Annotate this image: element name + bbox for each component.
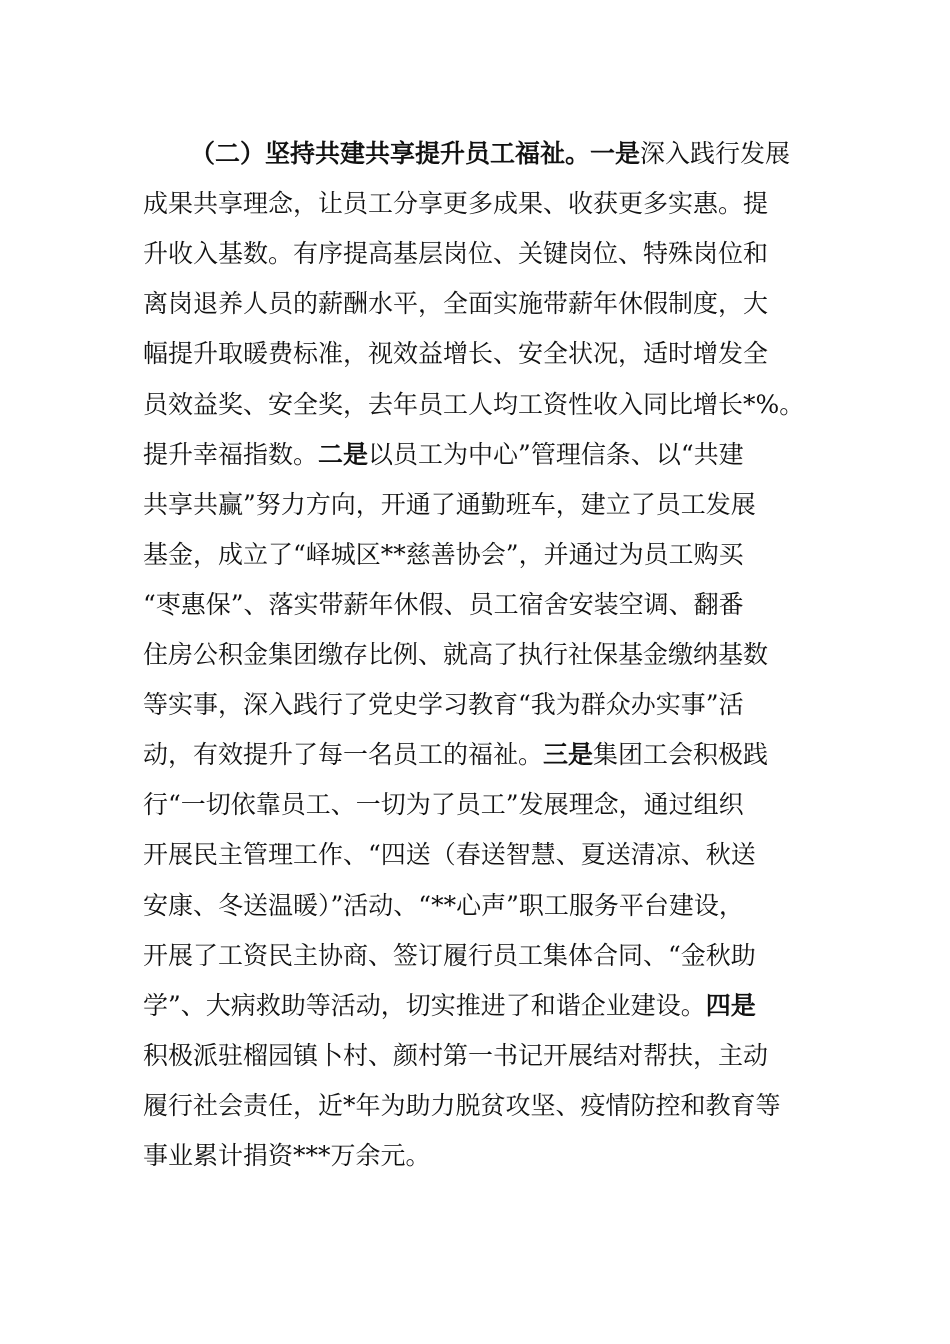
text-segment: “枣惠保”、落实带薪年休假、员工宿舍安装空调、翻番 xyxy=(143,589,744,619)
paragraph-line xyxy=(143,480,823,530)
text-segment: 等实事，深入践行了党史学习教育“我为群众办实事”活 xyxy=(143,690,744,720)
text-segment: 共享共赢”努力方向，开通了通勤班车，建立了员工发展 xyxy=(143,489,756,519)
text-segment: 成果共享理念，让员工分享更多成果、收获更多实惠。提 xyxy=(143,189,769,219)
text-segment: 住房公积金集团缴存比例、就高了执行社保基金缴纳基数 xyxy=(143,640,769,669)
paragraph-line xyxy=(143,680,823,730)
bold-text-segment: 四是 xyxy=(705,990,756,1020)
bold-text-segment: 三是 xyxy=(543,740,594,770)
text-segment: 升收入基数。有序提高基层岗位、关键岗位、特殊岗位和 xyxy=(143,239,769,269)
paragraph-line xyxy=(143,1131,823,1181)
paragraph-line xyxy=(143,1081,823,1131)
paragraph-line xyxy=(143,780,823,830)
paragraph-line xyxy=(143,981,823,1031)
paragraph-line xyxy=(143,329,823,379)
text-segment: 提升幸福指数。 xyxy=(143,439,319,469)
paragraph-line xyxy=(143,430,823,480)
text-segment: 积极派驻榴园镇卜村、颜村第一书记开展结对帮扶，主动 xyxy=(143,1040,769,1070)
paragraph-line xyxy=(143,530,823,580)
text-segment: 事业累计捐资***万余元。 xyxy=(143,1141,431,1170)
paragraph-line xyxy=(143,830,823,880)
paragraph-line xyxy=(143,229,823,279)
text-segment: 履行社会责任，近*年为助力脱贫攻坚、疫情防控和教育等 xyxy=(143,1090,781,1120)
paragraph-line xyxy=(143,931,823,981)
bold-text-segment: （二）坚持共建共享提升员工福祉。一是 xyxy=(190,139,641,168)
paragraph-line xyxy=(190,129,823,179)
paragraph-line xyxy=(143,580,823,630)
text-segment: 离岗退养人员的薪酬水平，全面实施带薪年休假制度，大 xyxy=(143,289,769,319)
text-segment: 以员工为中心”管理信条、以“共建 xyxy=(368,439,744,469)
text-segment: 开展了工资民主协商、签订履行员工集体合同、“金秋助 xyxy=(143,940,756,970)
text-segment: 开展民主管理工作、“四送（春送智慧、夏送清凉、秋送 xyxy=(143,840,756,870)
paragraph-line xyxy=(143,380,823,430)
paragraph-line xyxy=(143,881,823,931)
paragraph-line xyxy=(143,1031,823,1081)
text-segment: 幅提升取暖费标准，视效益增长、安全状况，适时增发全 xyxy=(143,339,769,369)
text-segment: 集团工会积极践 xyxy=(593,740,769,770)
text-segment: 员效益奖、安全奖，去年员工人均工资性收入同比增长*%。 xyxy=(143,389,805,419)
text-segment: 安康、冬送温暖）”活动、“**心声”职工服务平台建设， xyxy=(143,890,744,920)
paragraph-line xyxy=(143,630,823,680)
text-segment: 行“一切依靠员工、一切为了员工”发展理念，通过组织 xyxy=(143,790,744,820)
paragraph-line xyxy=(143,730,823,780)
bold-text-segment: 二是 xyxy=(318,439,369,469)
text-segment: 动，有效提升了每一名员工的福祉。 xyxy=(143,740,544,770)
text-segment: 深入践行发展 xyxy=(640,139,791,168)
paragraph-line xyxy=(143,179,823,229)
text-segment: 基金，成立了“峄城区**慈善协会”，并通过为员工购买 xyxy=(143,539,744,569)
paragraph-line xyxy=(143,279,823,329)
text-segment: 学”、大病救助等活动，切实推进了和谐企业建设。 xyxy=(143,990,706,1020)
